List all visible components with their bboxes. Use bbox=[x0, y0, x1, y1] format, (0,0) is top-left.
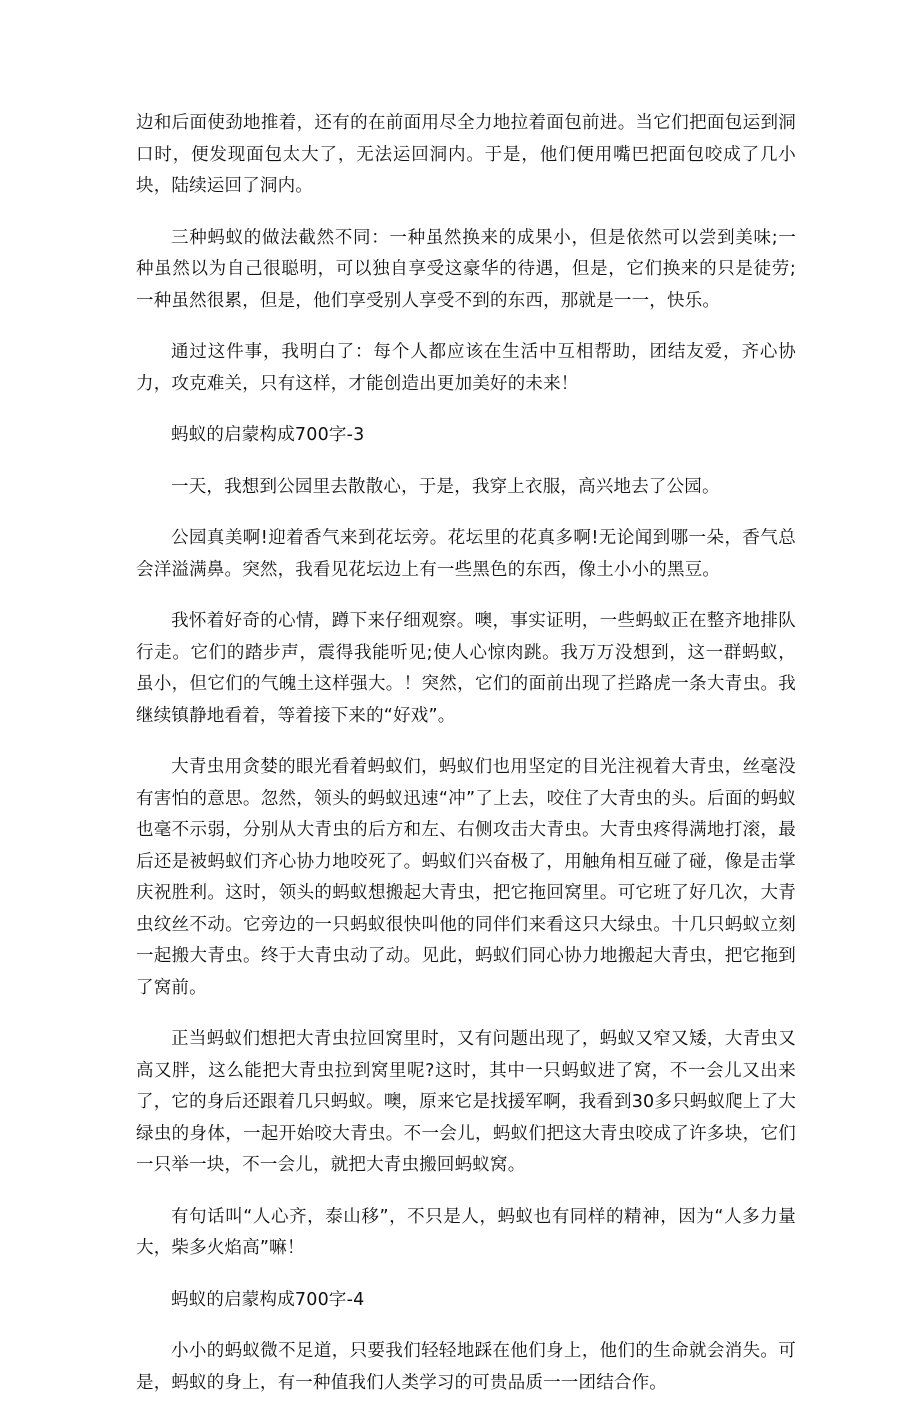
paragraph-8: 大青虫用贪婪的眼光看着蚂蚁们，蚂蚁们也用坚定的目光注视着大青虫，丝毫没有害怕的意思。忽然，领头的蚂蚁迅速“冲”了上去，咬住了大青虫的头。后面的蚂蚁也毫不示弱，分别从大青虫的后方和左、右侧攻击大青虫。大青虫疼得满地打滚，最后还是被蚂蚁们齐心协力地咬死了。蚂蚁们兴奋极了，用触角相互碰了碰，像是击掌庆祝胜利。这时，领头的蚂蚁想搬起大青虫，把它拖回窝里。可它班了好几次，大青虫纹丝不动。它旁边的一只蚂蚁很快叫他的同伴们来看这只大绿虫。十几只蚂蚁立刻一起搬大青虫。终于大青虫动了动。见此，蚂蚁们同心协力地搬起大青虫，把它拖到了窝前。 bbox=[136, 757, 796, 998]
paragraph-9: 正当蚂蚁们想把大青虫拉回窝里时，又有问题出现了，蚂蚁又窄又矮，大青虫又高又胖，这么能把大青虫拉到窝里呢?这时，其中一只蚂蚁进了窝，不一会儿又出来了，它的身后还跟着几只蚂蚁。噢，原来它是找援军啊，我看到30多只蚂蚁爬上了大绿虫的身体，一起开始咬大青虫。不一会儿，蚂蚁们把这大青虫咬成了许多块，它们一只举一块，不一会儿，就把大青虫搬回蚂蚁窝。 bbox=[136, 1029, 796, 1175]
section-heading-4: 蚂蚁的启蒙构成700字-4 bbox=[171, 1289, 365, 1310]
paragraph-1: 边和后面使劲地推着，还有的在前面用尽全力地拉着面包前进。当它们把面包运到洞口时，便发现面包太大了，无法运回洞内。于是，他们便用嘴巴把面包咬成了几小块，陆续运回了洞内。 bbox=[136, 113, 796, 196]
paragraph-3: 通过这件事，我明白了：每个人都应该在生活中互相帮助，团结友爱，齐心协力，攻克难关，只有这样，才能创造出更加美好的未来！ bbox=[136, 342, 796, 394]
paragraph-10: 有句话叫“人心齐，泰山移”，不只是人，蚂蚁也有同样的精神，因为“人多力量大，柴多火焰高”嘛！ bbox=[136, 1206, 796, 1258]
paragraph-7: 我怀着好奇的心情，蹲下来仔细观察。噢，事实证明，一些蚂蚁正在整齐地排队行走。它们的踏步声，震得我能听见;使人心惊肉跳。我万万没想到，这一群蚂蚁，虽小，但它们的气魄土这样强大。！突然，它们的面前出现了拦路虎一条大青虫。我继续镇静地看着，等着接下来的“好戏”。 bbox=[136, 611, 796, 726]
paragraph-12: 小小的蚂蚁微不足道，只要我们轻轻地踩在他们身上，他们的生命就会消失。可是，蚂蚁的身上，有一种值我们人类学习的可贵品质一一团结合作。 bbox=[136, 1341, 796, 1393]
section-heading-3: 蚂蚁的启蒙构成700字-3 bbox=[171, 425, 365, 445]
paragraph-2: 三种蚂蚁的做法截然不同：一种虽然换来的成果小，但是依然可以尝到美味;一种虽然以为自己很聪明，可以独自享受这豪华的待遇，但是，它们换来的只是徒劳;一种虽然很累，但是，他们享受别人享受不到的东西，那就是一一，快乐。 bbox=[136, 227, 796, 311]
paragraph-5: 一天，我想到公园里去散散心，于是，我穿上衣服，高兴地去了公园。 bbox=[171, 476, 720, 497]
paragraph-6: 公园真美啊!迎着香气来到花坛旁。花坛里的花真多啊!无论闻到哪一朵，香气总会洋溢满鼻。突然，我看见花坛边上有一些黑色的东西，像土小小的黑豆。 bbox=[136, 528, 796, 580]
document-body bbox=[136, 108, 796, 1419]
